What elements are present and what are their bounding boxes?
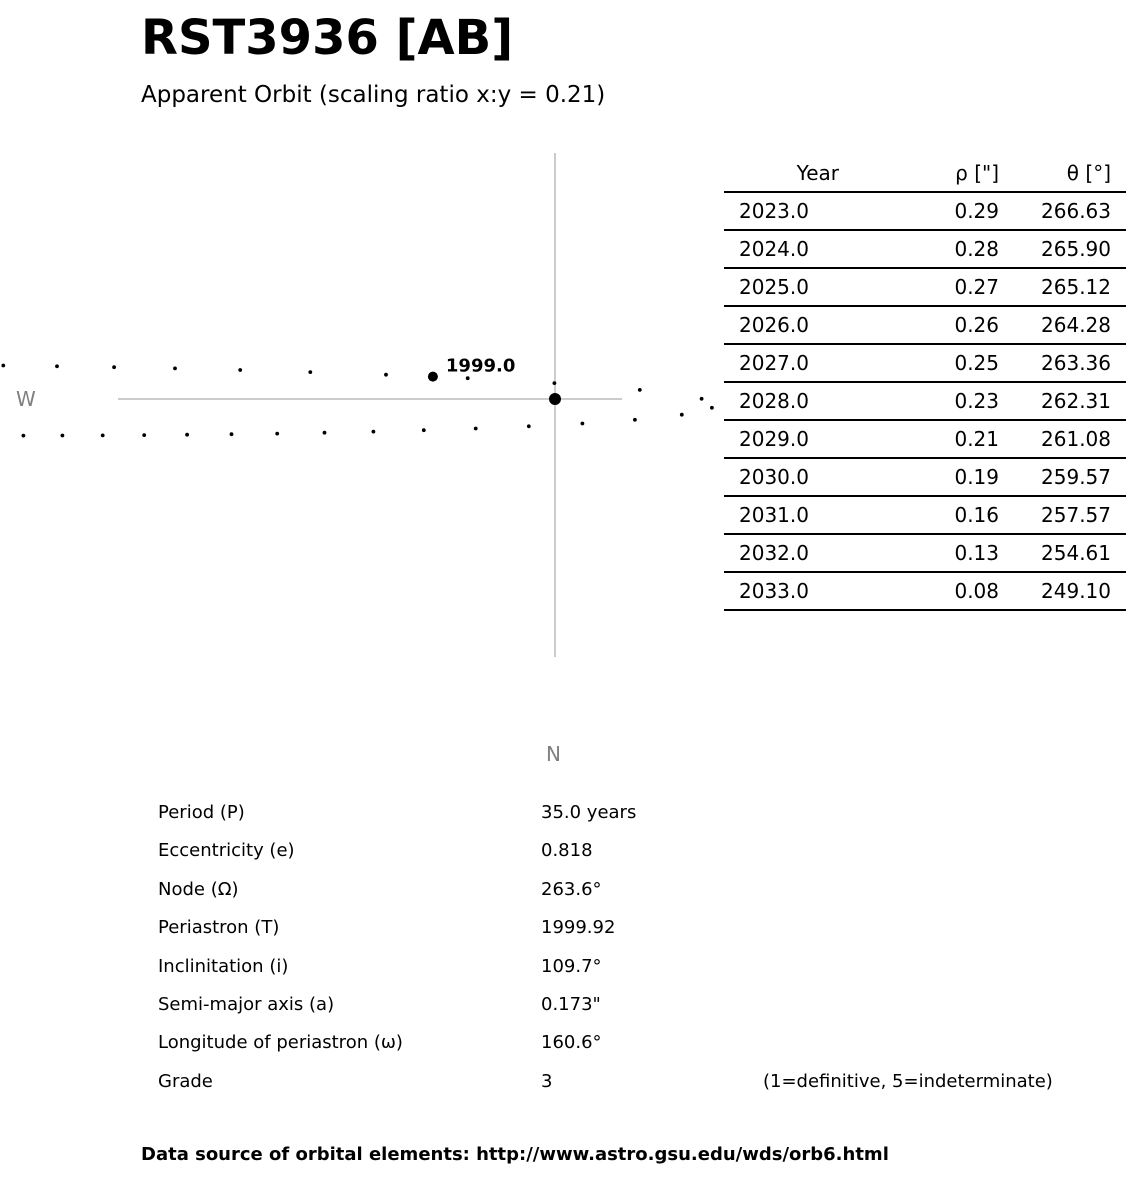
orbit-point [230,432,234,436]
table-row [724,192,1126,230]
orbit-point [384,373,388,377]
cell-rho: 0.29 [874,192,1014,230]
cell-year: 2029.0 [724,420,874,458]
orbit-point [633,418,637,422]
orbit-point [372,430,376,434]
table-row [724,534,1126,572]
orbit-point [323,431,327,435]
cell-theta: 265.12 [1014,268,1126,306]
element-value: 35.0 years [541,802,637,823]
cell-theta: 262.31 [1014,382,1126,420]
data-source-note: Data source of orbital elements: http://www.astro.gsu.edu/wds/orb6.html [141,1144,889,1165]
grade-note: (1=definitive, 5=indeterminate) [763,1070,1053,1092]
element-label: Eccentricity (e) [158,840,295,862]
header-theta: θ [°] [1014,155,1126,192]
header-rho: ρ ["] [874,155,1014,192]
orbit-point [22,434,26,438]
cell-year: 2031.0 [724,496,874,534]
cell-theta: 265.90 [1014,230,1126,268]
table-row [724,382,1126,420]
epoch-markers [0,346,515,455]
orbit-point [422,428,426,432]
chart-subtitle: Apparent Orbit (scaling ratio x:y = 0.21) [141,82,606,108]
cell-theta: 266.63 [1014,192,1126,230]
cell-rho: 0.26 [874,306,1014,344]
cell-year: 2028.0 [724,382,874,420]
cell-year: 2026.0 [724,306,874,344]
cell-year: 2030.0 [724,458,874,496]
table-row [724,306,1126,344]
orbit-point [173,367,177,371]
table-row [724,230,1126,268]
element-label: Periastron (T) [158,917,280,939]
orbit-point [680,413,684,417]
orbit-point [638,388,642,392]
orbit-point [142,433,146,437]
cell-year: 2033.0 [724,572,874,610]
orbit-point [700,397,704,401]
cell-rho: 0.19 [874,458,1014,496]
cell-theta: 249.10 [1014,572,1126,610]
cell-rho: 0.28 [874,230,1014,268]
orbit-point [527,424,531,428]
orbit-point [238,368,242,372]
orbit-point [581,422,585,426]
cell-rho: 0.16 [874,496,1014,534]
orbit-point [553,381,557,385]
cell-theta: 264.28 [1014,306,1126,344]
orbit-point [55,364,59,368]
west-label: W [16,387,36,411]
orbit-point [275,432,279,436]
element-value: 0.173" [541,993,601,1015]
cell-year: 2032.0 [724,534,874,572]
element-label: Grade [158,1070,213,1092]
element-value: 3 [541,1070,553,1092]
epoch-marker [428,372,438,382]
table-row [724,268,1126,306]
cell-theta: 254.61 [1014,534,1126,572]
chart-title: RST3936 [AB] [141,10,514,66]
cell-year: 2023.0 [724,192,874,230]
cell-rho: 0.13 [874,534,1014,572]
table-row [724,344,1126,382]
table-row [724,420,1126,458]
element-value: 263.6° [541,878,602,900]
orbit-point [185,433,189,437]
element-label: Inclinitation (i) [158,955,289,977]
cell-year: 2027.0 [724,344,874,382]
element-label: Node (Ω) [158,878,239,900]
epoch-label: 1999.0 [445,355,516,377]
orbit-point [474,427,478,431]
orbit-point [710,406,714,410]
table-row [724,458,1126,496]
cell-theta: 259.57 [1014,458,1126,496]
cell-year: 2025.0 [724,268,874,306]
table-row [724,496,1126,534]
orbit-point [466,376,470,380]
element-value: 109.7° [541,955,602,977]
element-label: Longitude of periastron (ω) [158,1032,403,1054]
element-label: Semi-major axis (a) [158,993,335,1015]
element-label: Period (P) [158,802,245,823]
cell-theta: 261.08 [1014,420,1126,458]
orbit-point [101,434,105,438]
cell-rho: 0.27 [874,268,1014,306]
orbit-plot [0,140,720,680]
cell-rho: 0.21 [874,420,1014,458]
ephemeris-table [724,155,1126,611]
header-year: Year [724,155,874,192]
orbit-point [308,370,312,374]
orbit-point [61,434,65,438]
cell-rho: 0.25 [874,344,1014,382]
cell-year: 2024.0 [724,230,874,268]
table-header-row [724,155,1126,192]
cell-theta: 263.36 [1014,344,1126,382]
orbit-point [1,364,5,368]
cell-theta: 257.57 [1014,496,1126,534]
table-row [724,572,1126,610]
primary-star-marker [549,393,561,405]
cell-rho: 0.23 [874,382,1014,420]
orbit-dots [0,362,714,437]
element-value: 1999.92 [541,917,616,939]
orbit-point [112,365,116,369]
element-value: 160.6° [541,1032,602,1054]
cell-rho: 0.08 [874,572,1014,610]
north-label: N [546,742,561,766]
element-value: 0.818 [541,840,593,862]
